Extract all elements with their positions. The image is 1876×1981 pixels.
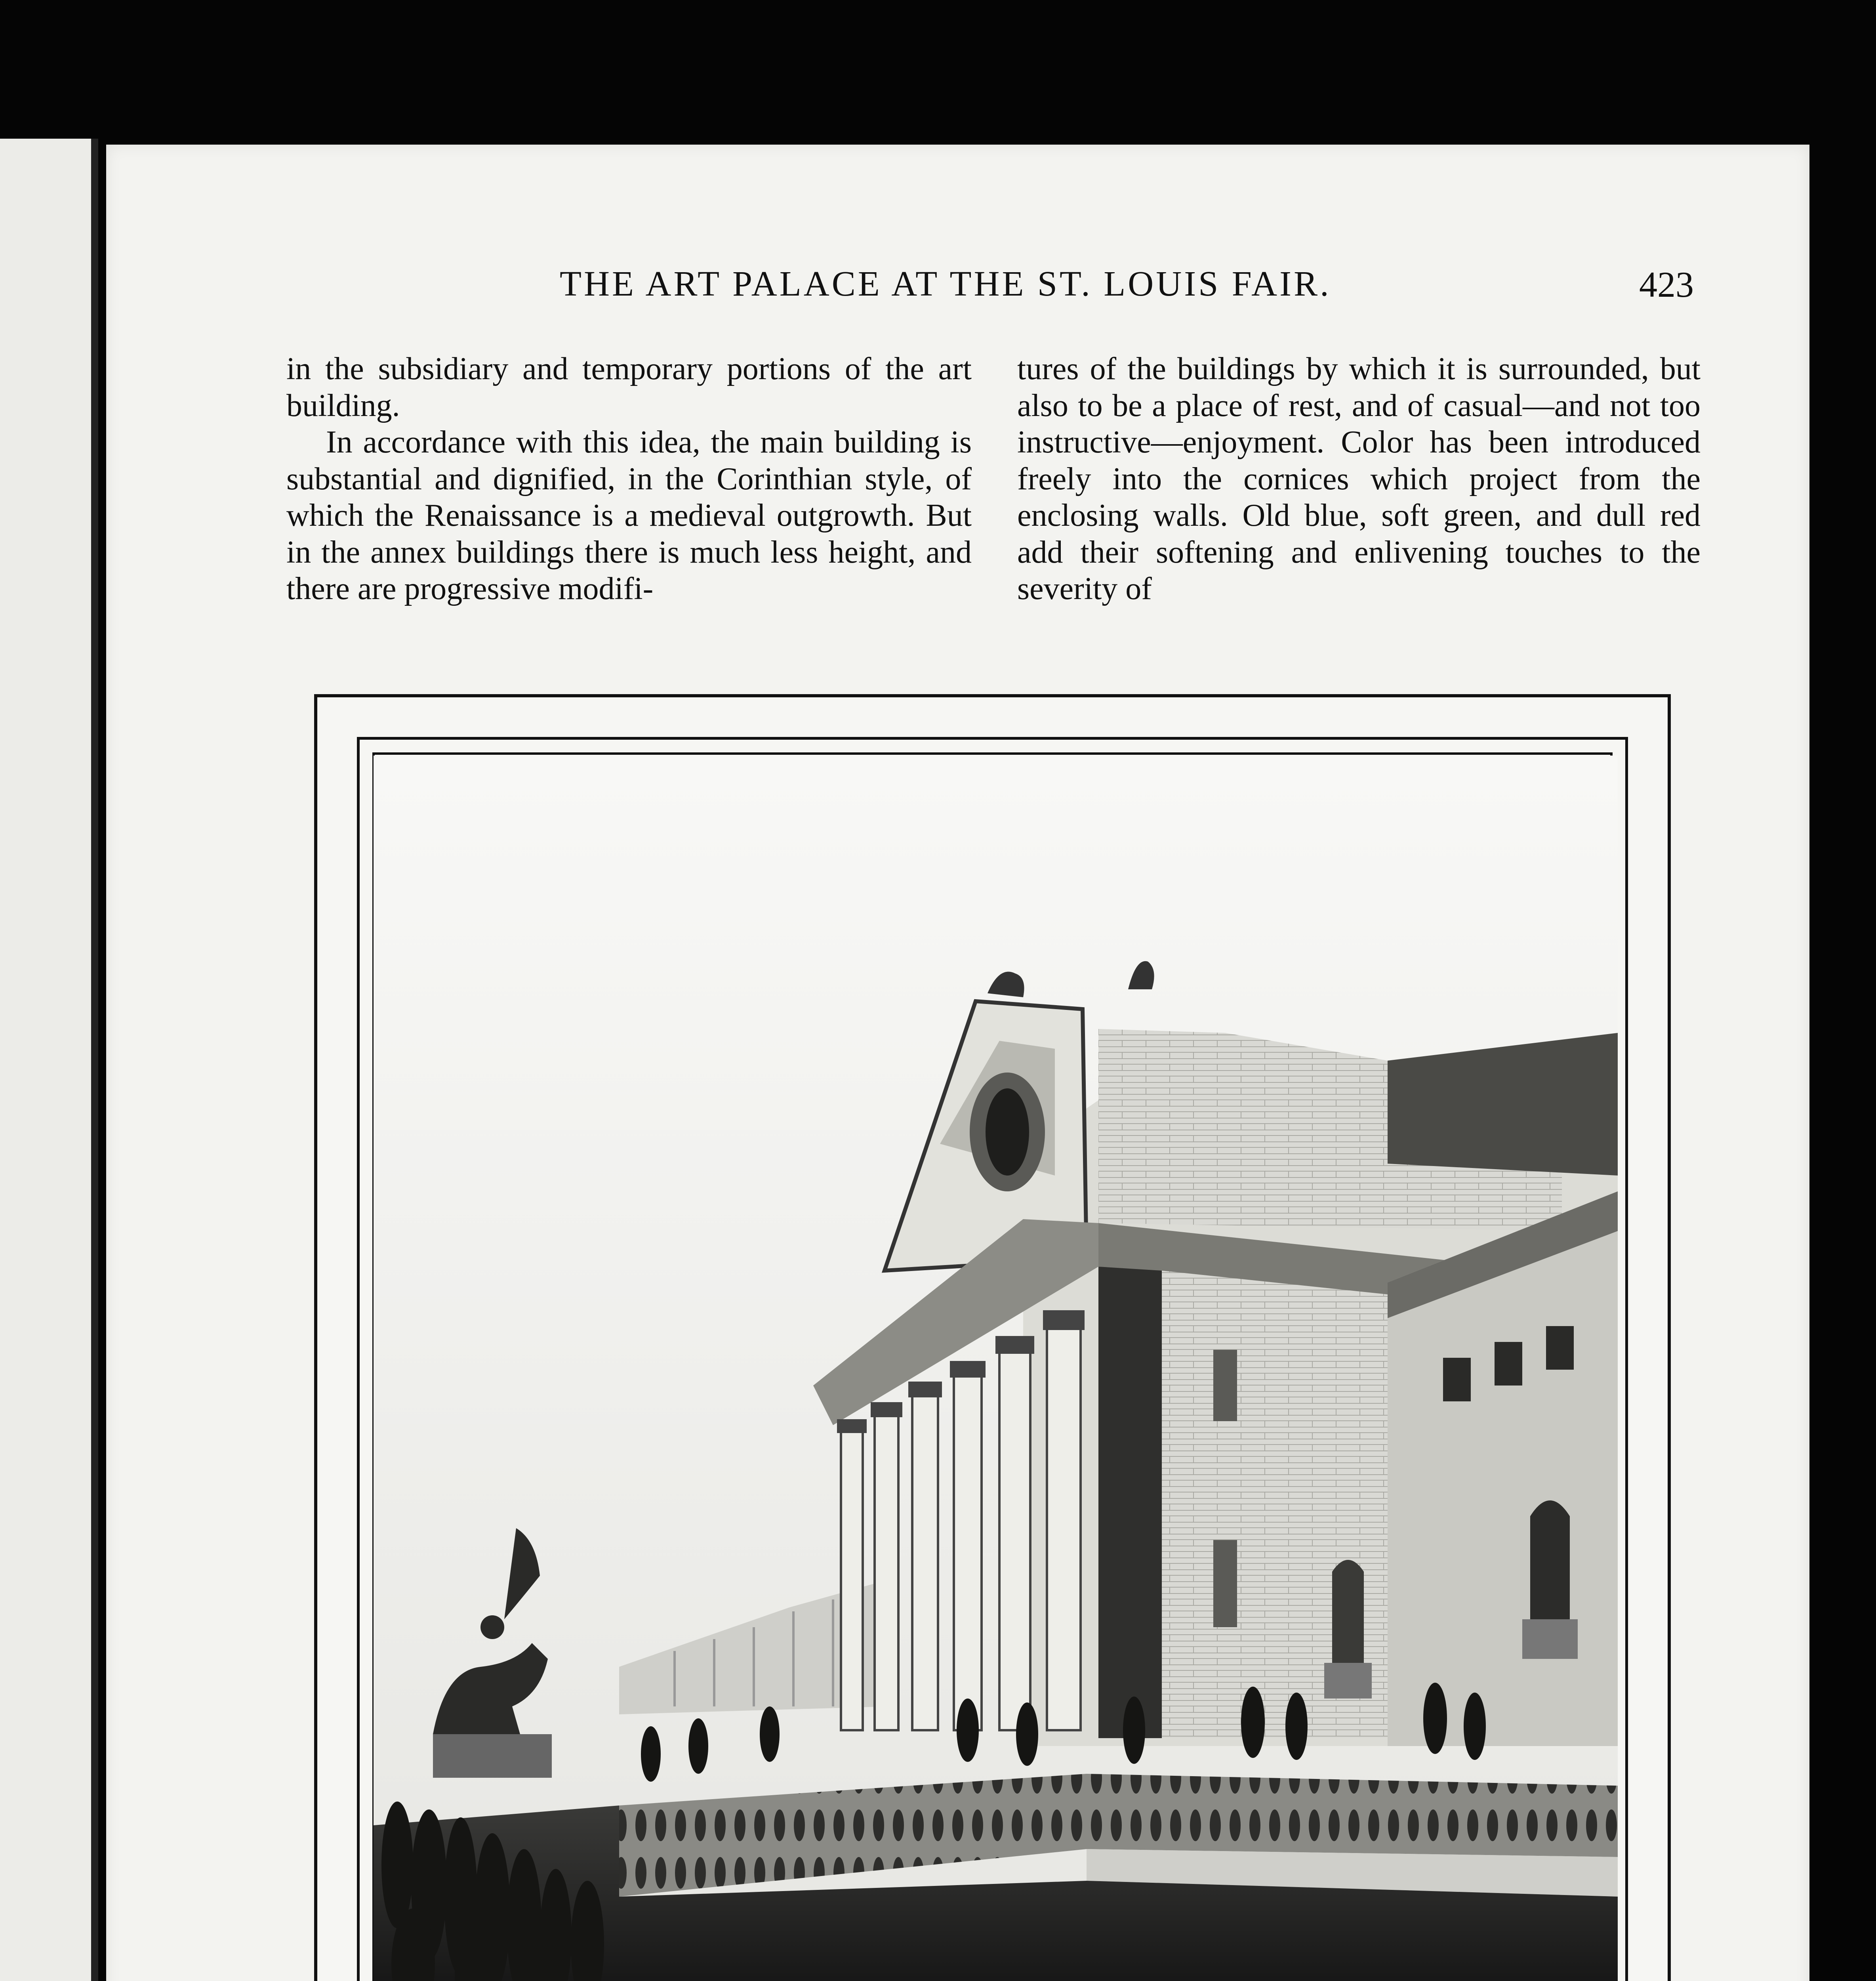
scan-background-top	[0, 0, 1876, 143]
paragraph: tures of the buildings by which it is surrounded, but also to be a place of rest, and of casual—and not too instructive—enjoyment. Color has been introduced freely into the cornices which project from the enclosing walls. Old blue, soft green, and dull red add their softening and enlivening touches to the severity of	[1017, 351, 1701, 606]
book-page	[106, 145, 1809, 1981]
running-title: THE ART PALACE AT THE ST. LOUIS FAIR.	[560, 264, 1331, 303]
figure-frame	[314, 694, 1671, 1981]
paragraph: in the subsidiary and temporary portions of the art building.	[286, 351, 972, 423]
facing-page-edge	[0, 139, 98, 1981]
statue	[1530, 1500, 1570, 1619]
art-building-illustration	[374, 756, 1618, 1981]
page-number: 423	[1639, 264, 1694, 305]
column-top-right	[1017, 351, 1701, 607]
statue	[1332, 1560, 1364, 1663]
engraving-drawing	[374, 756, 1618, 1981]
paragraph: In accordance with this idea, the main building is substantial and dignified, in the Corinthian style, of which the Renaissance is a medieval outgrowth. But in the annex buildings there is much less height, and there are progressive modifi-	[286, 425, 972, 606]
column-top-left	[286, 351, 972, 607]
